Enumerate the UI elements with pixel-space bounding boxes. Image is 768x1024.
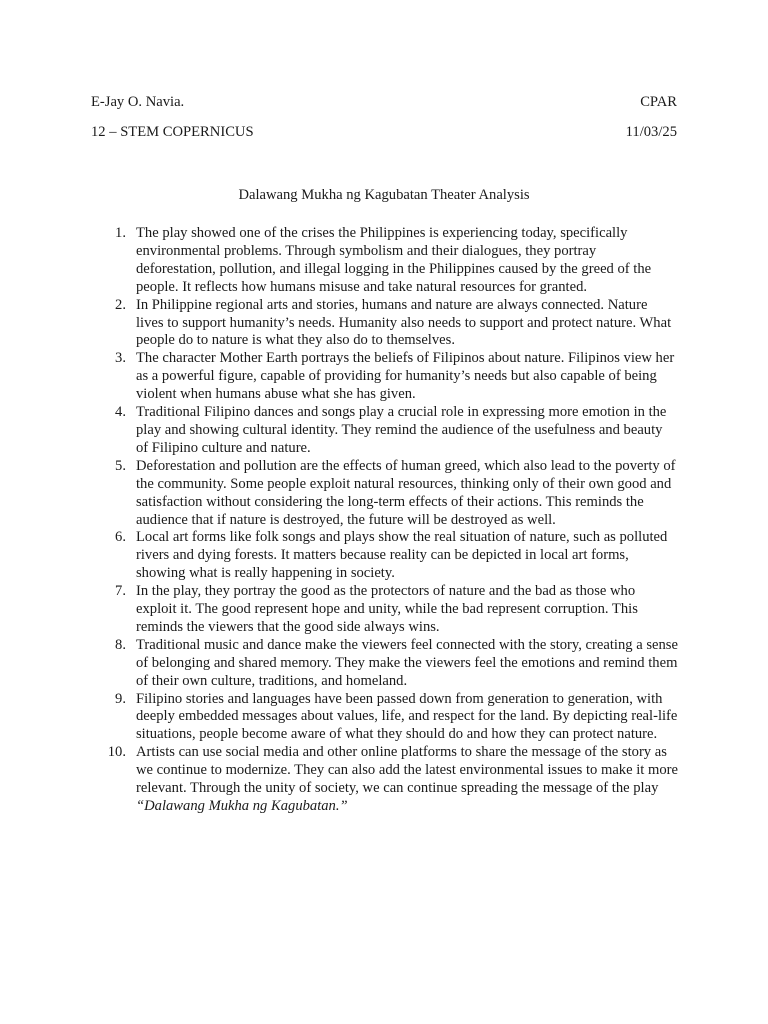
item-number: 2.	[115, 296, 126, 313]
list-item	[115, 690, 678, 745]
item-text: Deforestation and pollution are the effects of human greed, which also lead to the poverty of the community. Some people exploit natural resources, thinking only of their own good and satisfaction without considering the long-term effects of their actions. This reminds the audience that if nature is destroyed, the future will be destroyed as well.	[136, 457, 676, 528]
item-text: Traditional music and dance make the viewers feel connected with the story, creating a sense of belonging and shared memory. They make the viewers feel the emotions and remind them of their own culture, traditions, and homeland.	[136, 636, 678, 689]
item-number: 9.	[115, 690, 126, 707]
item-text: The play showed one of the crises the Philippines is experiencing today, specifically environmental problems. Through symbolism and their dialogues, they portray deforestation, pollution, and illegal logging in the Philippines caused by the greed of the people. It reflects how humans misuse and take natural resources for granted.	[136, 225, 652, 295]
item-number: 3.	[115, 350, 126, 367]
list-item	[107, 744, 678, 816]
item-number: 1.	[115, 225, 126, 241]
student-name: E-Jay O. Navia.	[91, 94, 185, 110]
list-item	[115, 583, 678, 637]
item-number: 5.	[115, 457, 126, 474]
header-row-2	[91, 124, 677, 142]
list-item	[115, 225, 678, 297]
list-item	[115, 457, 678, 530]
item-text: Local art forms like folk songs and plays show the real situation of nature, such as polluted rivers and dying forests. It matters because reality can be depicted in local art forms, showing what is really happening in society.	[136, 529, 668, 582]
item-number: 7.	[115, 583, 126, 600]
item-number: 8.	[115, 636, 126, 653]
item-text: In the play, they portray the good as the protectors of nature and the bad as those who exploit it. The good represent hope and unity, while the bad represent corruption. This reminds the viewers that the good side always wins.	[136, 583, 638, 635]
list-item	[115, 350, 678, 404]
item-number: 6.	[115, 529, 126, 546]
item-text: Traditional Filipino dances and songs play a crucial role in expressing more emotion in the play and showing cultural identity. They remind the audience of the usefulness and beauty of Filipino culture and nature.	[136, 404, 667, 456]
list-item	[115, 296, 678, 351]
list-item	[115, 404, 678, 458]
item-number: 4.	[115, 404, 126, 421]
header-row-1	[91, 94, 677, 112]
subject-label: CPAR	[640, 94, 677, 110]
list-item	[115, 636, 678, 691]
item-text: The character Mother Earth portrays the beliefs of Filipinos about nature. Filipinos view her as a powerful figure, capable of providing for humanity’s needs but also capable of being violent when humans abuse what she has given.	[136, 350, 675, 403]
analysis-list	[107, 225, 678, 816]
list-item	[115, 529, 678, 583]
section-label: 12 – STEM COPERNICUS	[91, 124, 254, 140]
item-number: 10.	[107, 744, 126, 761]
item-text: Artists can use social media and other online platforms to share the message of the story as we continue to modernize. They can also add the latest environmental issues to make it more relevant. Through the unity of society, we can continue spreading the message of the play	[136, 744, 678, 797]
document-title: Dalawang Mukha ng Kagubatan Theater Analysis	[238, 187, 530, 203]
item-text: In Philippine regional arts and stories, humans and nature are always connected. Nature lives to support humanity’s needs. Humanity also needs to support and protect nature. What people do to nature is what they also do to themselves.	[136, 296, 672, 349]
date-label: 11/03/25	[625, 124, 677, 140]
play-title: “Dalawang Mukha ng Kagubatan.”	[136, 798, 348, 814]
item-text: Filipino stories and languages have been passed down from generation to generation, with deeply embedded messages about values, life, and respect for the land. By depicting real-life situations, people become aware of what they should do and how they can protect nature.	[136, 690, 678, 743]
